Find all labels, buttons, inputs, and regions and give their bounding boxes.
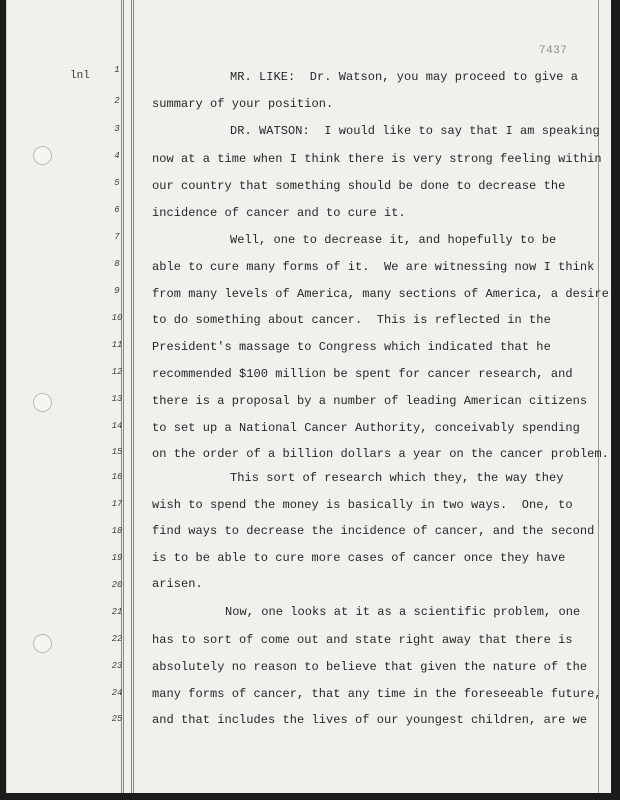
line-number: 15 — [111, 447, 123, 457]
line-number: 7 — [114, 232, 120, 242]
transcript-page — [6, 0, 611, 793]
line-number: 13 — [111, 394, 123, 404]
transcript-line: recommended $100 million be spent for cancer research, and — [152, 367, 573, 381]
line-number: 10 — [111, 313, 123, 323]
line-number: 2 — [114, 96, 120, 106]
transcript-line: on the order of a billion dollars a year on the cancer problem. — [152, 447, 609, 461]
line-number: 9 — [114, 286, 120, 296]
line-number: 5 — [114, 178, 120, 188]
line-number: 12 — [111, 367, 123, 377]
line-number: 18 — [111, 526, 123, 536]
transcript-line: MR. LIKE: Dr. Watson, you may proceed to give a — [230, 70, 579, 84]
line-number: 16 — [111, 472, 123, 482]
transcript-line: to do something about cancer. This is reflected in the — [152, 313, 551, 327]
line-number: 8 — [114, 259, 120, 269]
transcript-line: DR. WATSON: I would like to say that I am speaking — [230, 124, 600, 138]
transcript-line: absolutely no reason to believe that given the nature of the — [152, 660, 588, 674]
reporter-mark: lnl — [70, 70, 90, 82]
transcript-line: to set up a National Cancer Authority, conceivably spending — [152, 421, 580, 435]
transcript-line: Now, one looks at it as a scientific problem, one — [225, 605, 581, 619]
transcript-line: has to sort of come out and state right away that there is — [152, 633, 573, 647]
transcript-line: many forms of cancer, that any time in the foreseeable future, — [152, 687, 602, 701]
transcript-line: our country that something should be done to decrease the — [152, 179, 566, 193]
line-number: 14 — [111, 421, 123, 431]
margin-rule — [133, 0, 134, 793]
transcript-line: from many levels of America, many sections of America, a desire — [152, 287, 609, 301]
transcript-line: able to cure many forms of it. We are witnessing now I think — [152, 260, 595, 274]
line-number: 11 — [111, 340, 123, 350]
transcript-line: find ways to decrease the incidence of cancer, and the second — [152, 524, 595, 538]
line-number: 23 — [111, 661, 123, 671]
transcript-line: wish to spend the money is basically in two ways. One, to — [152, 498, 573, 512]
transcript-line: summary of your position. — [152, 97, 334, 111]
line-number: 19 — [111, 553, 123, 563]
line-number: 3 — [114, 124, 120, 134]
line-number: 1 — [114, 65, 120, 75]
binder-hole — [33, 634, 52, 653]
line-number: 4 — [114, 151, 120, 161]
binder-hole — [33, 393, 52, 412]
page-number: 7437 — [539, 45, 568, 57]
line-number: 20 — [111, 580, 123, 590]
transcript-line: there is a proposal by a number of leading American citizens — [152, 394, 588, 408]
line-number: 22 — [111, 634, 123, 644]
line-number: 24 — [111, 688, 123, 698]
line-number: 6 — [114, 205, 120, 215]
binder-hole — [33, 146, 52, 165]
transcript-line: incidence of cancer and to cure it. — [152, 206, 406, 220]
transcript-line: This sort of research which they, the way they — [230, 471, 564, 485]
transcript-line: arisen. — [152, 577, 203, 591]
line-number: 17 — [111, 499, 123, 509]
transcript-line: Well, one to decrease it, and hopefully to be — [230, 233, 557, 247]
line-number: 21 — [111, 607, 123, 617]
transcript-line: now at a time when I think there is very strong feeling within — [152, 152, 602, 166]
transcript-line: is to be able to cure more cases of cancer once they have — [152, 551, 566, 565]
transcript-line: and that includes the lives of our youngest children, are we — [152, 713, 588, 727]
transcript-line: President's massage to Congress which indicated that he — [152, 340, 551, 354]
line-number: 25 — [111, 714, 123, 724]
right-margin-rule — [598, 0, 599, 793]
